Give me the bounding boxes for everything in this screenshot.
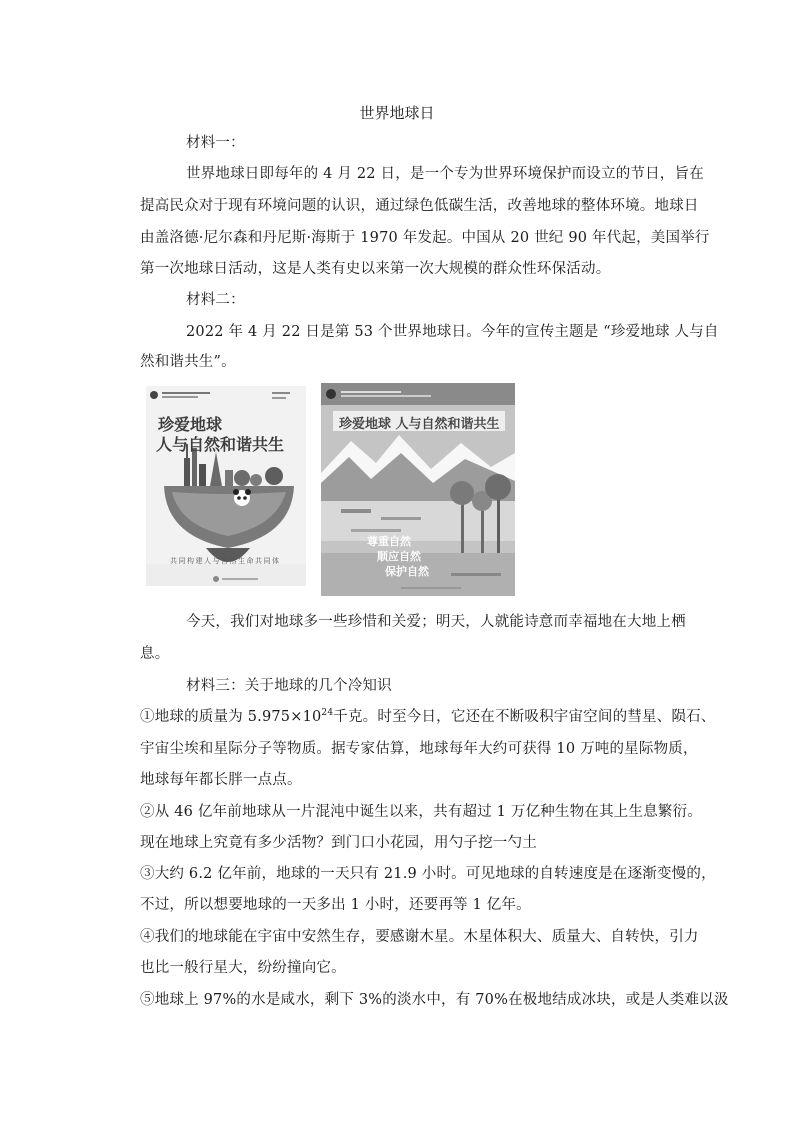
fact1-line-2: 宇宙尘埃和星际分子等物质。据专家估算，地球每年大约可获得 10 万吨的星际物质，: [140, 741, 698, 757]
fact2-line-1: ②从 46 亿年前地球从一片混沌中诞生以来，共有超过 1 万亿种生物在其上生息繁衍。: [140, 804, 703, 820]
poster2-slogan-3: 保护自然: [385, 565, 429, 578]
poster-earth-day-left: [146, 386, 306, 586]
fact5-line-1: ⑤地球上 97%的水是咸水，剩下 3%的淡水中，有 70%在极地结成冰块，或是人类难以汲: [140, 992, 729, 1008]
poster2-banner: 珍爱地球 人与自然和谐共生: [339, 417, 500, 432]
material1-heading: 材料一：: [186, 135, 245, 151]
fact1-exponent: 24: [321, 708, 334, 719]
material1-line-4: 第一次地球日活动，这是人类有史以来第一次大规模的群众性环保活动。: [140, 261, 611, 277]
material1-line-2: 提高民众对于现有环境问题的认识，通过绿色低碳生活，改善地球的整体环境。地球日: [140, 198, 699, 214]
fact1-line-3: 地球每年都长胖一点点。: [140, 772, 302, 788]
material1-line-1: 世界地球日即每年的 4 月 22 日，是一个专为世界环境保护而设立的节日，旨在: [186, 166, 704, 182]
poster1-bottom-text: 共同构建人与自然生命共同体: [170, 557, 281, 565]
poster-earth-day-right: [321, 383, 515, 596]
poster1-line2: 人与自然和谐共生: [156, 435, 285, 454]
fact3-line-1: ③大约 6.2 亿年前，地球的一天只有 21.9 小时。可见地球的自转速度是在逐渐变慢的，: [140, 866, 716, 882]
poster1-line1: 珍爱地球: [158, 415, 223, 434]
poster2-slogan-2: 顺应自然: [377, 550, 421, 563]
material2-heading: 材料二：: [186, 292, 245, 308]
fact4-line-2: 也比一般行星大，纷纷撞向它。: [140, 960, 346, 976]
page-title: 世界地球日: [359, 104, 435, 122]
fact2-line-2: 现在地球上究竟有多少活物？到门口小花园，用勺子挖一勺土: [140, 835, 537, 851]
fact1-line-1: [140, 707, 715, 727]
fact3-line-2: 不过，所以想要地球的一天多出 1 小时，还要再等 1 亿年。: [140, 897, 531, 913]
material3-heading: 材料三：关于地球的几个冷知识: [186, 678, 392, 694]
closing-line-2: 息。: [140, 646, 170, 662]
fact4-line-1: ④我们的地球能在宇宙中安然生存，要感谢木星。木星体积大、质量大、自转快，引力: [140, 929, 699, 945]
material2-line-1: 2022 年 4 月 22 日是第 53 个世界地球日。今年的宣传主题是 “珍爱地球 人与自: [186, 324, 719, 340]
poster2-slogan-1: 尊重自然: [367, 535, 411, 548]
fact1-suffix: 千克。时至今日，它还在不断吸积宇宙空间的彗星、陨石、: [333, 709, 716, 725]
material1-line-3: 由盖洛德·尼尔森和丹尼斯·海斯于 1970 年发起。中国从 20 世纪 90 年代起，美国举行: [140, 230, 710, 246]
fact1-prefix: ①地球的质量为 5.975×10: [140, 709, 322, 725]
material2-line-2: 然和谐共生”。: [140, 354, 236, 370]
closing-line-1: 今天，我们对地球多一些珍惜和关爱；明天，人就能诗意而幸福地在大地上栖: [186, 614, 686, 630]
